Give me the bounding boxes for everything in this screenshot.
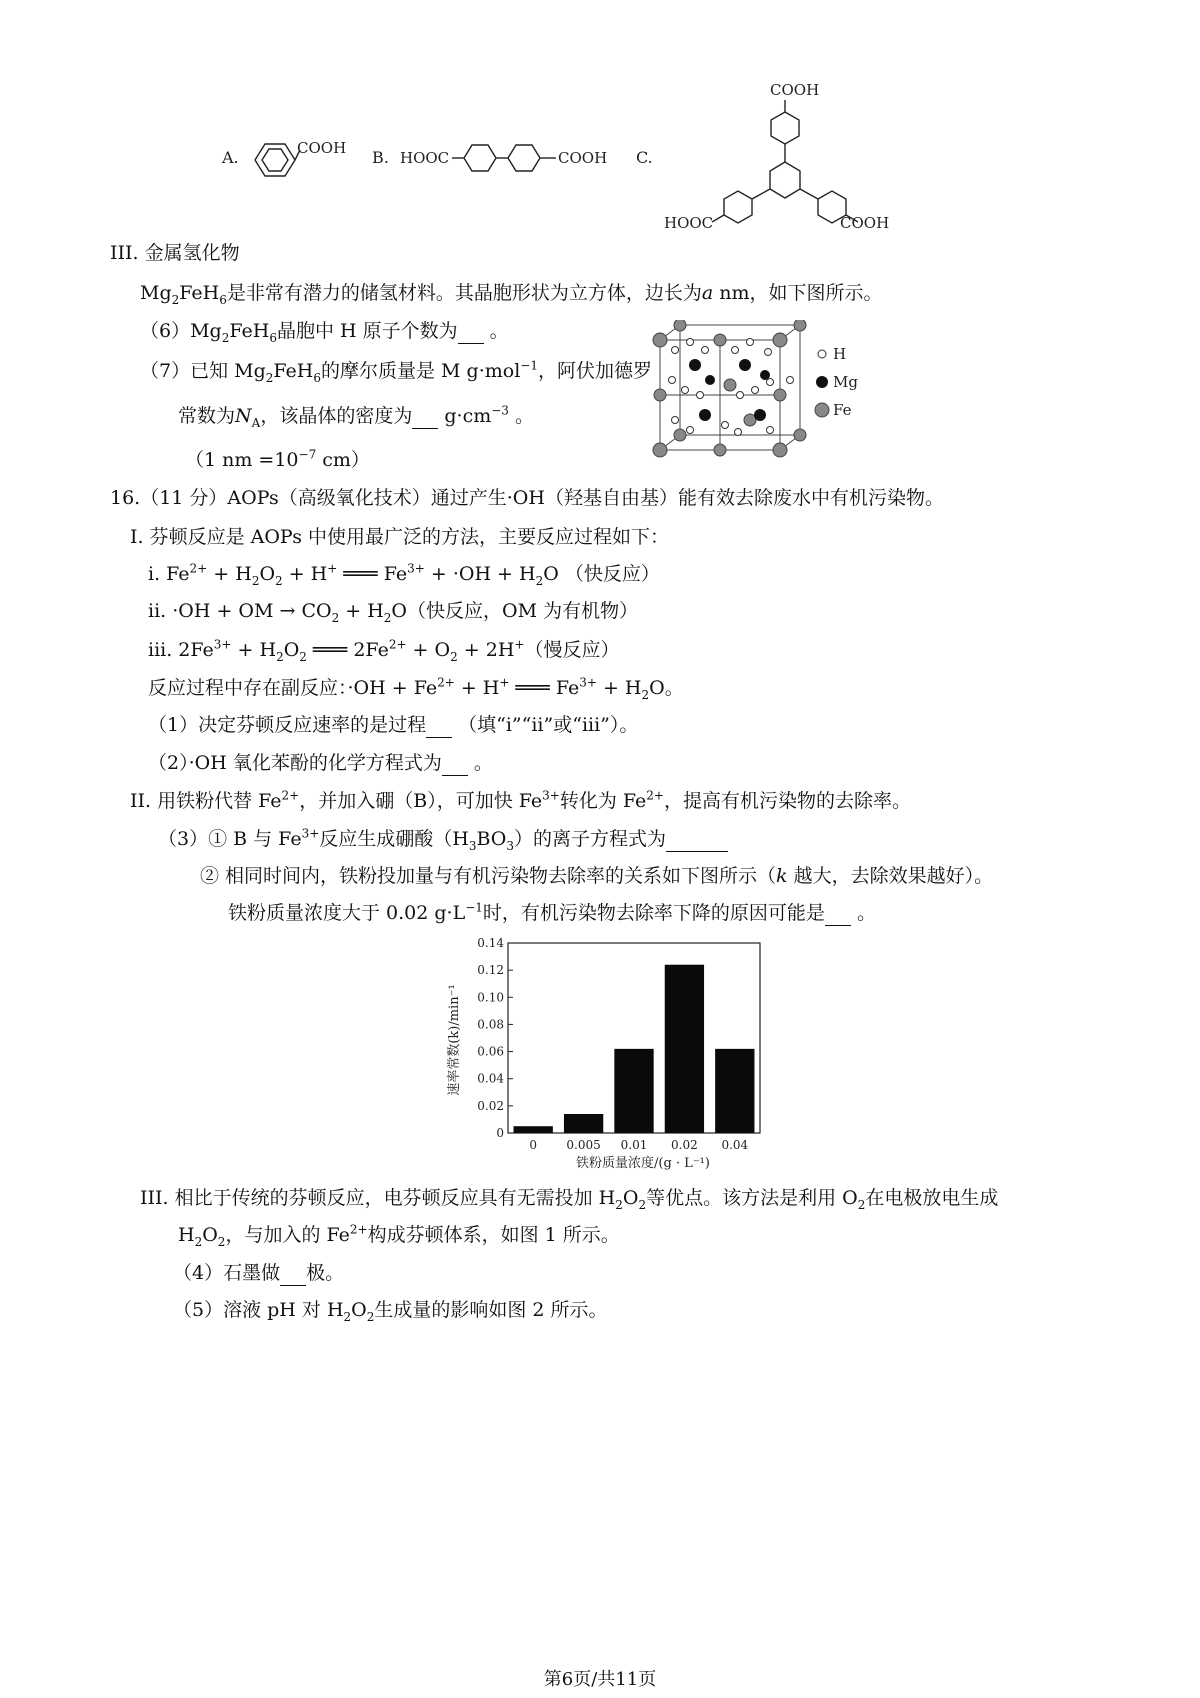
question-4: （4）石墨做 极。: [173, 1262, 345, 1284]
legend-h: H: [833, 345, 847, 363]
option-a-structure: [255, 139, 346, 176]
question-5: （5）溶液 pH 对 $H_2O_2$生成量的影响如图 2 所示。: [173, 1299, 608, 1324]
x-tick-label: 0.04: [721, 1138, 749, 1152]
chart-ylabel: 速率常数(k)/min⁻¹: [447, 984, 462, 1096]
question-3-3: 铁粉质量浓度大于 0.02 $g\cdot L^{-1}$时，有机污染物去除率下降的原因可能是 。: [228, 900, 876, 924]
option-b-cooh: COOH: [558, 149, 608, 167]
crystal-cell-diagram: [650, 320, 870, 460]
side-reaction: 反应过程中存在副反应：$\cdot OH + Fe^{2+} + H^+$ ═══ $Fe^{3+} + H_2O$。: [148, 675, 684, 702]
section-iii-intro: $Mg_2FeH_6$是非常有潜力的储氢材料。其晶胞形状为立方体，边长为a nm，如下图所示。: [140, 282, 883, 307]
option-b-label: B.: [372, 148, 389, 167]
option-b-structure: [400, 145, 607, 171]
q16-part3-line2: $H_2O_2$，与加入的 $Fe^{2+}$构成芬顿体系，如图 1 所示。: [178, 1222, 620, 1249]
answer-blank[interactable]: [280, 1267, 306, 1286]
legend-fe: Fe: [833, 401, 852, 419]
answer-blank[interactable]: [458, 325, 484, 344]
bar-0.01: [614, 1049, 653, 1133]
option-c-structure: [664, 81, 889, 232]
q16-part2: II. 用铁粉代替 $Fe^{2+}$，并加入硼（B），可加快 $Fe^{3+}$转化为 $Fe^{2+}$，提高有机污染物的去除率。: [130, 788, 911, 812]
question-7-line2: 常数为$N_A$，该晶体的密度为 $g\cdot cm^{-3}$ 。: [178, 403, 535, 430]
y-tick-label: 0.08: [477, 1017, 504, 1032]
chart-xlabel: 铁粉质量浓度/(g · L⁻¹): [576, 1156, 710, 1171]
y-tick-label: 0: [496, 1126, 504, 1140]
unit-note: （1 nm $=10^{-7}$ cm）: [185, 447, 370, 471]
fe-atoms: [653, 320, 806, 457]
option-c-right-cooh: COOH: [840, 214, 890, 232]
option-a-cooh: COOH: [297, 139, 347, 157]
y-tick-label: 0.10: [477, 990, 504, 1005]
reaction-ii: ii. ·OH + OM → $CO_2 + H_2O$（快反应，OM 为有机物）: [148, 600, 639, 625]
q16-part1: I. 芬顿反应是 AOPs 中使用最广泛的方法，主要反应过程如下：: [130, 526, 669, 548]
removal-rate-bar-chart: [440, 935, 780, 1175]
question-3-2: ② 相同时间内，铁粉投加量与有机污染物去除率的关系如下图所示（k 越大，去除效果越好）。: [200, 865, 994, 887]
option-b-hooc: HOOC: [400, 149, 450, 167]
option-c-left-hooc: HOOC: [664, 214, 714, 232]
question-1: （1）决定芬顿反应速率的是过程 （填“i”“ii”或“iii”）。: [148, 714, 639, 736]
x-tick-label: 0.02: [671, 1138, 698, 1152]
answer-blank[interactable]: [442, 757, 468, 776]
bar-0.04: [715, 1049, 754, 1133]
y-tick-label: 0.14: [477, 936, 504, 950]
question-3-1: （3）① B 与 $Fe^{3+}$反应生成硼酸$(H_3BO_3)$的离子方程式为: [158, 826, 728, 852]
legend-mg: Mg: [833, 373, 858, 391]
question-2: （2）·OH 氧化苯酚的化学方程式为 。: [148, 752, 493, 774]
x-tick-label: 0: [529, 1138, 538, 1152]
answer-blank[interactable]: [412, 410, 438, 429]
option-structures: [0, 0, 1200, 260]
question-6: $(6)Mg_2FeH_6$晶胞中 H 原子个数为 。: [140, 320, 509, 345]
page-footer: 第6页/共11页: [543, 1669, 657, 1690]
reaction-iii: iii. $2Fe^{3+} + H_2O_2$ ═══ $2Fe^{2+} + O_2 + 2H^+$（慢反应）: [148, 637, 620, 664]
q16-part3-line1: III. 相比于传统的芬顿反应，电芬顿反应具有无需投加 $H_2O_2$等优点。该方法是利用 $O_2$在电极放电生成: [140, 1187, 999, 1212]
question-7-line1: （7）已知 $Mg_2FeH_6$的摩尔质量是 M g·mol$^{-1}$，阿伏加德罗: [140, 358, 653, 385]
x-tick-label: 0.01: [620, 1138, 648, 1152]
reaction-i: i. $Fe^{2+} + H_2O_2 + H^+$ ═══ $Fe^{3+} + \cdot OH + H_2O$ （快反应）: [148, 561, 660, 588]
option-c-label: C.: [636, 148, 653, 167]
option-c-top-cooh: COOH: [770, 81, 820, 99]
q16-header: 16.（11 分）AOPs（高级氧化技术）通过产生·OH（羟基自由基）能有效去除废水中有机污染物。: [110, 487, 944, 509]
answer-blank[interactable]: [825, 907, 851, 926]
section-iii-title: III. 金属氢化物: [110, 242, 240, 264]
y-tick-label: 0.12: [477, 963, 504, 978]
x-tick-label: 0.005: [566, 1138, 601, 1152]
y-tick-label: 0.02: [477, 1098, 504, 1113]
answer-blank[interactable]: [426, 719, 452, 738]
y-tick-label: 0.04: [477, 1071, 504, 1086]
bar-0.02: [665, 965, 704, 1133]
bar-0: [514, 1126, 553, 1133]
option-a-label: A.: [222, 148, 239, 167]
answer-blank[interactable]: [666, 833, 728, 852]
bar-0.005: [564, 1114, 603, 1133]
y-tick-label: 0.06: [477, 1044, 504, 1059]
